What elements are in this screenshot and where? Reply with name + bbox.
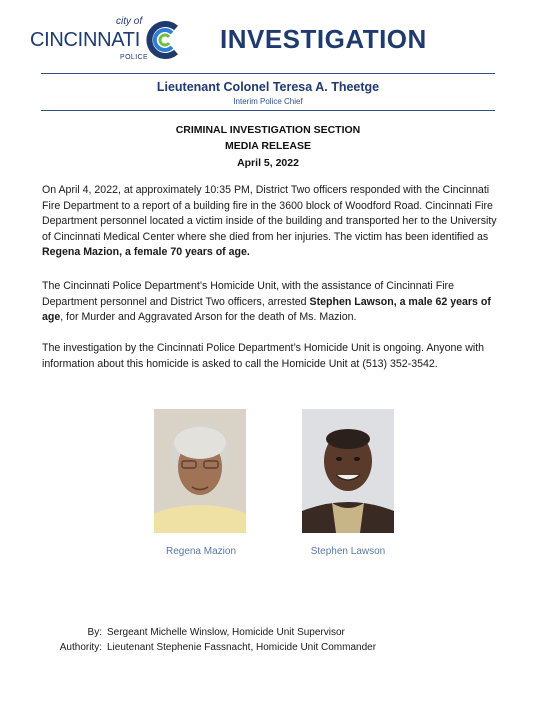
suspect-photo-caption: Stephen Lawson: [310, 546, 386, 557]
logo-c-mark-icon: [146, 20, 186, 60]
chief-name: Lieutenant Colonel Teresa A. Theetge: [156, 80, 380, 94]
header-divider-bottom: [41, 110, 495, 111]
victim-photo: [154, 409, 246, 533]
victim-photo-caption: Regena Mazion: [165, 546, 237, 557]
paragraph-arrest: [42, 279, 504, 326]
by-label: By:: [87, 627, 102, 638]
paragraph-incident: [42, 183, 504, 261]
chief-title: Interim Police Chief: [233, 97, 303, 106]
release-type: MEDIA RELEASE: [225, 140, 311, 152]
logo-city-text: city of: [116, 16, 143, 27]
logo-police-text: POLICE: [120, 54, 149, 61]
header-divider-top: [41, 73, 495, 74]
suspect-photo: [302, 409, 394, 533]
section-heading: CRIMINAL INVESTIGATION SECTION: [175, 124, 361, 136]
paragraph-arrest-text-a: The Cincinnati Police Department’s Homicide Unit, with the assistance of Cincinnati Fire Department personnel and District Two officers, arrested: [42, 280, 454, 308]
authority-label: Authority:: [59, 642, 102, 653]
logo-name-text: CINCINNATI: [30, 29, 140, 51]
paragraph-incident-text: On April 4, 2022, at approximately 10:35 PM, District Two officers responded with the Cincinnati Fire Department to a report of a building fire in the 3600 block of Woodford Road. Cincinnati Fire Department personnel located a victim inside of the building and transported her to the University of Cincinnati Medical Center where she died from her injuries. The victim has been identified as: [42, 184, 497, 243]
victim-identification: Regena Mazion, a female 70 years of age.: [42, 246, 250, 258]
paragraph-contact: The investigation by the Cincinnati Police Department’s Homicide Unit is ongoing. Anyone with information about this homicide is asked to call the Homicide Unit at (513) 352-3542.: [42, 342, 485, 370]
suspect-identification: Stephen Lawson, a male 62 years of age: [42, 295, 491, 323]
by-value: Sergeant Michelle Winslow, Homicide Unit Supervisor: [107, 627, 345, 638]
cincinnati-police-logo: [30, 16, 190, 68]
release-date: April 5, 2022: [237, 157, 299, 169]
authority-value: Lieutenant Stephenie Fassnacht, Homicide Unit Commander: [107, 642, 377, 653]
paragraph-arrest-text-b: , for Murder and Aggravated Arson for the death of Ms. Mazion.: [60, 311, 357, 323]
banner-title: INVESTIGATION: [220, 24, 427, 54]
